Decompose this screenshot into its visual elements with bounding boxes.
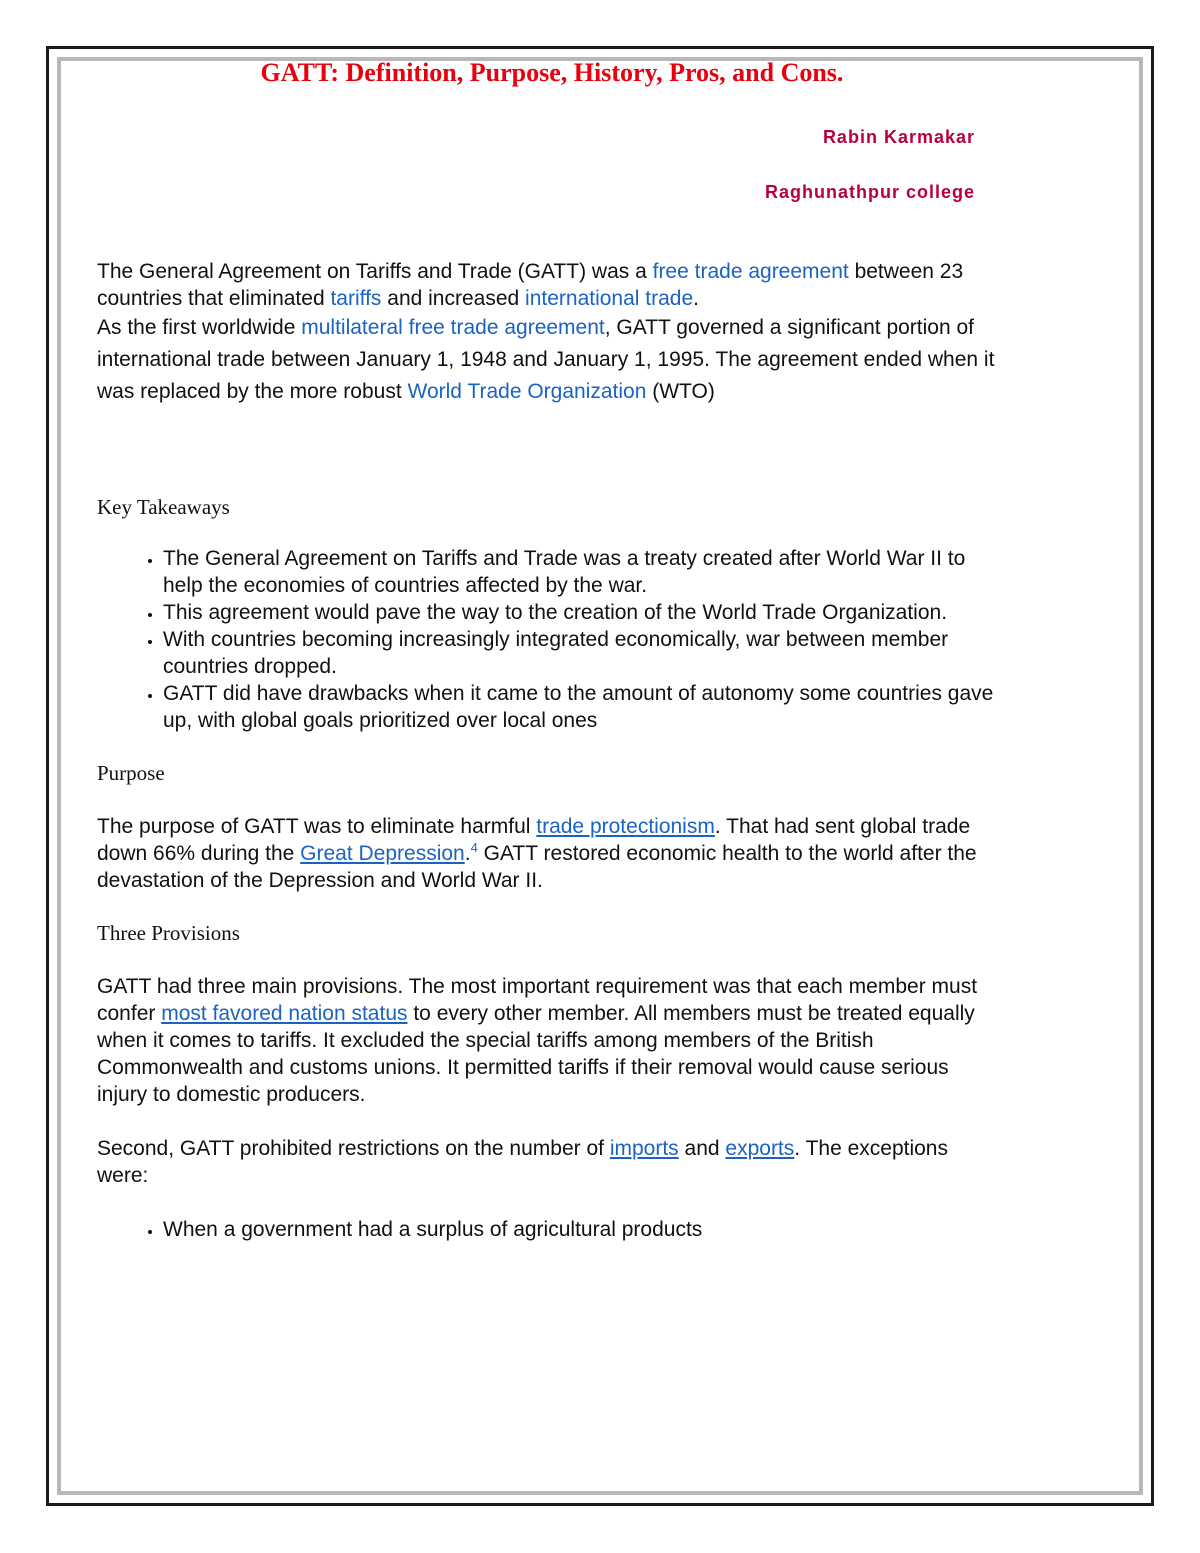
text: , GATT governed a significant portion of international trade between January 1, 1948 and January 1, 1995. The agreement ended when it was replaced by the more robust (97, 316, 995, 403)
footnote-reference[interactable]: 4 (470, 840, 478, 855)
text: . The exceptions were: (97, 1137, 948, 1187)
text: Second, GATT prohibited restrictions on the number of (97, 1137, 610, 1160)
document-title: GATT: Definition, Purpose, History, Pros, and Cons. (260, 58, 844, 87)
list-item: • With countries becoming increasingly integrated economically, war between member countries dropped. (163, 626, 997, 680)
text: and increased (381, 287, 526, 310)
intro-paragraph-2 (97, 312, 997, 408)
key-takeaways-heading: Key Takeaways (97, 495, 230, 519)
link-most-favored-nation-status[interactable]: most favored nation status (161, 1002, 408, 1025)
purpose-paragraph (97, 813, 997, 894)
link-international-trade[interactable]: international trade (525, 287, 694, 310)
text: between 23 countries that eliminated (97, 260, 964, 310)
document-content (97, 58, 997, 1243)
link-multilateral-free-trade-agreement[interactable]: multilateral free trade agreement (301, 316, 605, 339)
college-name: Raghunathpur college (764, 182, 975, 202)
text: The purpose of GATT was to eliminate harmful (97, 815, 537, 838)
text: As the first worldwide (97, 316, 302, 339)
provisions-paragraph-1 (97, 973, 997, 1108)
list-item: • The General Agreement on Tariffs and Trade was a treaty created after World War II to help the economies of countries affected by the war. (163, 545, 997, 599)
text: . That had sent global trade down 66% during the (97, 815, 971, 865)
link-world-trade-organization[interactable]: World Trade Organization (407, 380, 647, 403)
text: The General Agreement on Tariffs and Trade (GATT) was a (97, 260, 653, 283)
link-tariffs[interactable]: tariffs (330, 287, 382, 310)
provisions-paragraph-2 (97, 1135, 997, 1189)
list-item: • This agreement would pave the way to the creation of the World Trade Organization. (163, 599, 997, 626)
link-exports[interactable]: exports (725, 1137, 795, 1160)
list-item: • When a government had a surplus of agricultural products (163, 1216, 997, 1243)
text: to every other member. All members must be treated equally when it comes to tariffs. It excluded the special tariffs among members of the British Commonwealth and customs unions. It permitted tariffs if their removal would cause serious injury to domestic producers. (97, 1002, 975, 1106)
intro-section (97, 258, 997, 408)
three-provisions-heading: Three Provisions (97, 921, 240, 945)
text: . (464, 842, 471, 865)
author-name: Rabin Karmakar (822, 127, 975, 147)
link-imports[interactable]: imports (609, 1137, 679, 1160)
exceptions-list (97, 1216, 997, 1243)
text: GATT had three main provisions. The most important requirement was that each member must confer (97, 975, 978, 1025)
link-free-trade-agreement[interactable]: free trade agreement (652, 260, 849, 283)
text: (WTO) (646, 380, 715, 403)
text: and (678, 1137, 726, 1160)
text: GATT restored economic health to the world after the devastation of the Depression and World War II. (97, 842, 977, 892)
purpose-heading: Purpose (97, 761, 165, 785)
link-great-depression[interactable]: Great Depression (300, 842, 465, 865)
text: . (693, 287, 700, 310)
intro-paragraph-1 (97, 258, 997, 312)
list-item: • GATT did have drawbacks when it came to the amount of autonomy some countries gave up, with global goals prioritized over local ones (163, 680, 997, 734)
key-takeaways-list (97, 545, 997, 734)
link-trade-protectionism[interactable]: trade protectionism (536, 815, 715, 838)
